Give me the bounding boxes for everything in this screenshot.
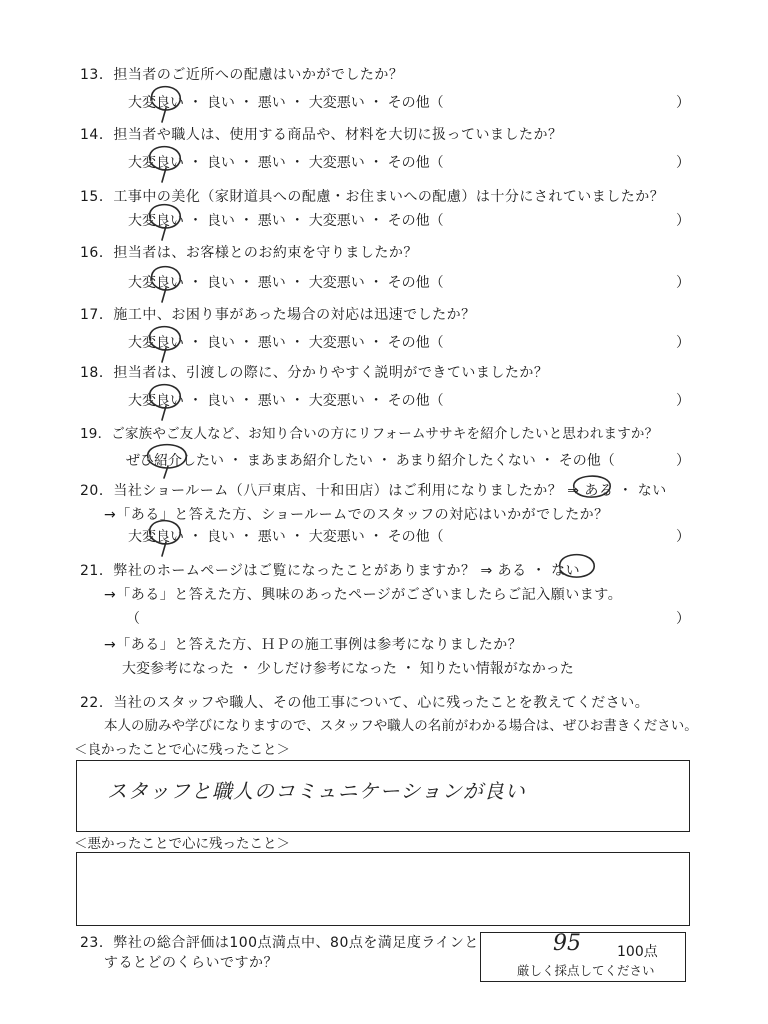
question-17: 17．施工中、お困り事があった場合の対応は迅速でしたか？ — [80, 307, 476, 323]
question-18: 18．担当者は、引渡しの際に、分かりやすく説明ができていましたか？ — [80, 365, 549, 381]
good-comments-text: スタッフと職人のコミュニケーションが良い — [107, 779, 526, 803]
question-23: 23．弊社の総合評価は100点満点中、80点を満足度ラインと — [80, 935, 479, 951]
question-21-options: 大変参考になった ・ 少しだけ参考になった ・ 知りたい情報がなかった — [122, 661, 574, 677]
question-19-options: ぜひ紹介したい ・ まあまあ紹介したい ・ あまり紹介したくない ・ その他（ — [126, 453, 615, 469]
score-hint: 厳しく採点してください — [517, 963, 655, 978]
question-15-close-paren: ） — [676, 213, 690, 229]
question-21-open-paren: （ — [126, 611, 141, 627]
question-19: 19．ご家族やご友人など、お知り合いの方にリフォームササキを紹介したいと思われますか？ — [80, 426, 659, 442]
question-21-sub1: →「ある」と答えた方、興味のあったページがございましたらご記入願います。 — [104, 587, 623, 603]
question-14: 14．担当者や職人は、使用する商品や、材料を大切に扱っていましたか？ — [80, 127, 563, 143]
question-23-line2: するとどのくらいですか？ — [104, 955, 278, 971]
question-22: 22．当社のスタッフや職人、その他工事について、心に残ったことを教えてください。 — [80, 695, 650, 711]
question-16-options: 大変良い ・ 良い ・ 悪い ・ 大変悪い ・ その他（ — [128, 275, 444, 291]
question-17-close-paren: ） — [676, 335, 690, 351]
score-value: 95 — [553, 931, 581, 956]
question-20-sub: →「ある」と答えた方、ショールームでのスタッフの対応はいかがでしたか？ — [104, 507, 609, 523]
question-13-close-paren: ） — [676, 95, 690, 111]
question-20-options: 大変良い ・ 良い ・ 悪い ・ 大変悪い ・ その他（ — [128, 529, 444, 545]
question-20: 20．当社ショールーム（八戸東店、十和田店）はご利用になりましたか？ ⇒ ある ・ ない — [80, 483, 667, 499]
question-21: 21．弊社のホームページはご覧になったことがありますか？ ⇒ ある ・ ない — [80, 563, 581, 579]
question-16-close-paren: ） — [676, 275, 690, 291]
question-15: 15．工事中の美化（家財道具への配慮・お住まいへの配慮）は十分にされていましたか？ — [80, 189, 665, 205]
question-21-sub2: →「ある」と答えた方、ＨＰの施工事例は参考になりましたか？ — [104, 637, 523, 653]
good-comments-box[interactable] — [76, 760, 690, 832]
question-20-close-paren: ） — [676, 529, 690, 545]
question-21-close-paren: ） — [676, 611, 690, 627]
question-13-options: 大変良い ・ 良い ・ 悪い ・ 大変悪い ・ その他（ — [128, 95, 444, 111]
question-15-options: 大変良い ・ 良い ・ 悪い ・ 大変悪い ・ その他（ — [128, 213, 444, 229]
question-14-close-paren: ） — [676, 155, 690, 171]
good-comments-label: ＜良かったことで心に残ったこと＞ — [74, 742, 290, 758]
question-16: 16．担当者は、お客様とのお約束を守りましたか？ — [80, 245, 418, 261]
question-14-options: 大変良い ・ 良い ・ 悪い ・ 大変悪い ・ その他（ — [128, 155, 444, 171]
question-22-note: 本人の励みや学びになりますので、スタッフや職人の名前がわかる場合は、ぜひお書きください。 — [104, 718, 698, 734]
bad-comments-box[interactable] — [76, 852, 690, 926]
question-18-options: 大変良い ・ 良い ・ 悪い ・ 大変悪い ・ その他（ — [128, 393, 444, 409]
question-18-close-paren: ） — [676, 393, 690, 409]
question-19-close-paren: ） — [676, 453, 690, 469]
score-box[interactable] — [480, 932, 686, 982]
score-max: 100点 — [617, 944, 658, 960]
bad-comments-label: ＜悪かったことで心に残ったこと＞ — [74, 836, 290, 852]
question-17-options: 大変良い ・ 良い ・ 悪い ・ 大変悪い ・ その他（ — [128, 335, 444, 351]
question-13: 13．担当者のご近所への配慮はいかがでしたか？ — [80, 67, 404, 83]
